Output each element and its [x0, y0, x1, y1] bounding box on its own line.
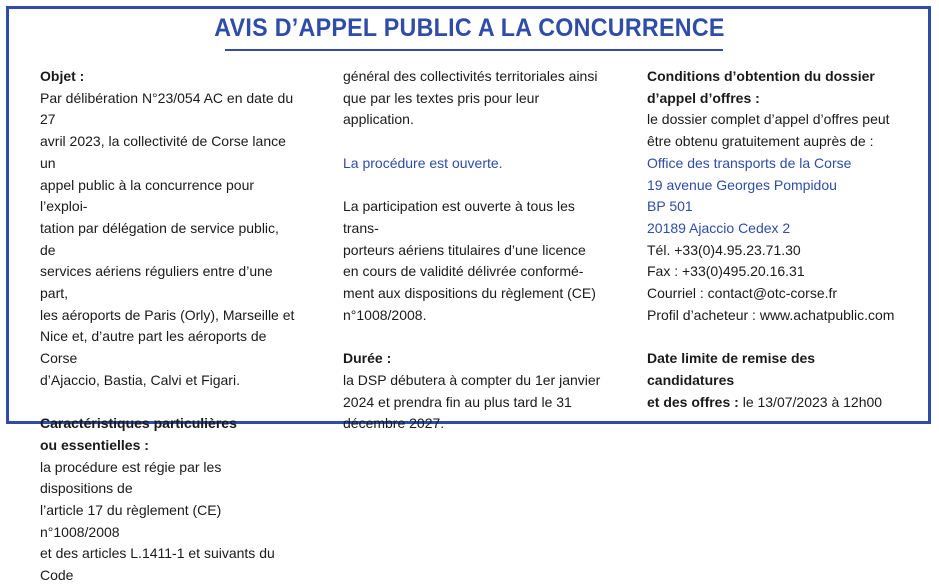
spacer [40, 392, 298, 414]
fax-line: Fax : +33(0)495.20.16.31 [647, 263, 805, 280]
objet-line: Par délibération N°23/054 AC en date du 27 [40, 89, 294, 128]
deadline-line [647, 392, 902, 414]
carac-line: et des articles L.1411-1 et suivants du Code [40, 545, 275, 584]
conditions-heading: d’appel d’offres : [647, 89, 760, 106]
objet-line: d’Ajaccio, Bastia, Calvi et Figari. [40, 371, 240, 388]
conditions-line: le dossier complet d’appel d’offres peut [647, 111, 890, 128]
participation-line: ment aux dispositions du règlement (CE) [343, 285, 596, 301]
duree-line: décembre 2027. [343, 415, 445, 432]
objet-line: services aériens réguliers entre d’une part, [40, 263, 273, 302]
objet-line: tation par délégation de service public, de [40, 219, 279, 258]
objet-line: Nice et, d’autre part les aéroports de Corse [40, 328, 267, 367]
deadline-heading: Date limite de remise des candidatures [647, 350, 816, 388]
spacer [647, 326, 902, 348]
title-underline [225, 49, 723, 51]
objet-heading: Objet : [40, 68, 85, 84]
notice-title: AVIS D’APPEL PUBLIC A LA CONCURRENCE [214, 14, 725, 42]
duree-line: 2024 et prendra fin au plus tard le 31 [343, 393, 572, 410]
spacer [343, 175, 605, 197]
address-line: 20189 Ajaccio Cedex 2 [647, 219, 791, 236]
deadline-value: le 13/07/2023 à 12h00 [738, 393, 883, 410]
participation-line: en cours de validité délivrée conformé- [343, 263, 584, 280]
address-line: 19 avenue Georges Pompidou [647, 176, 837, 193]
conditions-heading: Conditions d’obtention du dossier [647, 68, 875, 84]
participation-line: La participation est ouverte à tous les trans- [343, 198, 575, 236]
carac-heading: ou essentielles : [40, 436, 149, 453]
objet-line: avril 2023, la collectivité de Corse lance un [40, 133, 286, 171]
carac-line: l’article 17 du règlement (CE) n°1008/2008 [40, 502, 222, 540]
spacer [343, 326, 605, 348]
carac-continued-line: que par les textes pris pour leur application. [343, 89, 540, 128]
participation-line: porteurs aériens titulaires d’une licence [343, 241, 586, 258]
phone-line: Tél. +33(0)4.95.23.71.30 [647, 241, 801, 258]
deadline-heading: et des offres : [647, 393, 739, 410]
column-1 [40, 66, 298, 587]
procedure-text: La procédure est ouverte. [343, 154, 503, 171]
objet-line: appel public à la concurrence pour l’exploi- [40, 176, 255, 215]
objet-line: les aéroports de Paris (Orly), Marseille et [40, 306, 295, 323]
column-3 [647, 66, 902, 413]
participation-line: n°1008/2008. [343, 306, 427, 323]
address-line: BP 501 [647, 198, 693, 215]
duree-line: la DSP débutera à compter du 1er janvier [343, 371, 601, 388]
carac-heading: Caractéristiques particulières [40, 415, 237, 432]
column-2 [343, 66, 605, 435]
address-line: Office des transports de la Corse [647, 154, 852, 171]
conditions-line: être obtenu gratuitement auprès de : [647, 133, 874, 150]
carac-line: la procédure est régie par les dispositions de [40, 458, 222, 497]
duree-heading: Durée : [343, 350, 392, 367]
carac-continued-line: général des collectivités territoriales ainsi [343, 68, 598, 84]
spacer [343, 131, 605, 153]
buyer-profile-line: Profil d’acheteur : www.achatpublic.com [647, 306, 895, 323]
email-line: Courriel : contact@otc-corse.fr [647, 285, 838, 302]
